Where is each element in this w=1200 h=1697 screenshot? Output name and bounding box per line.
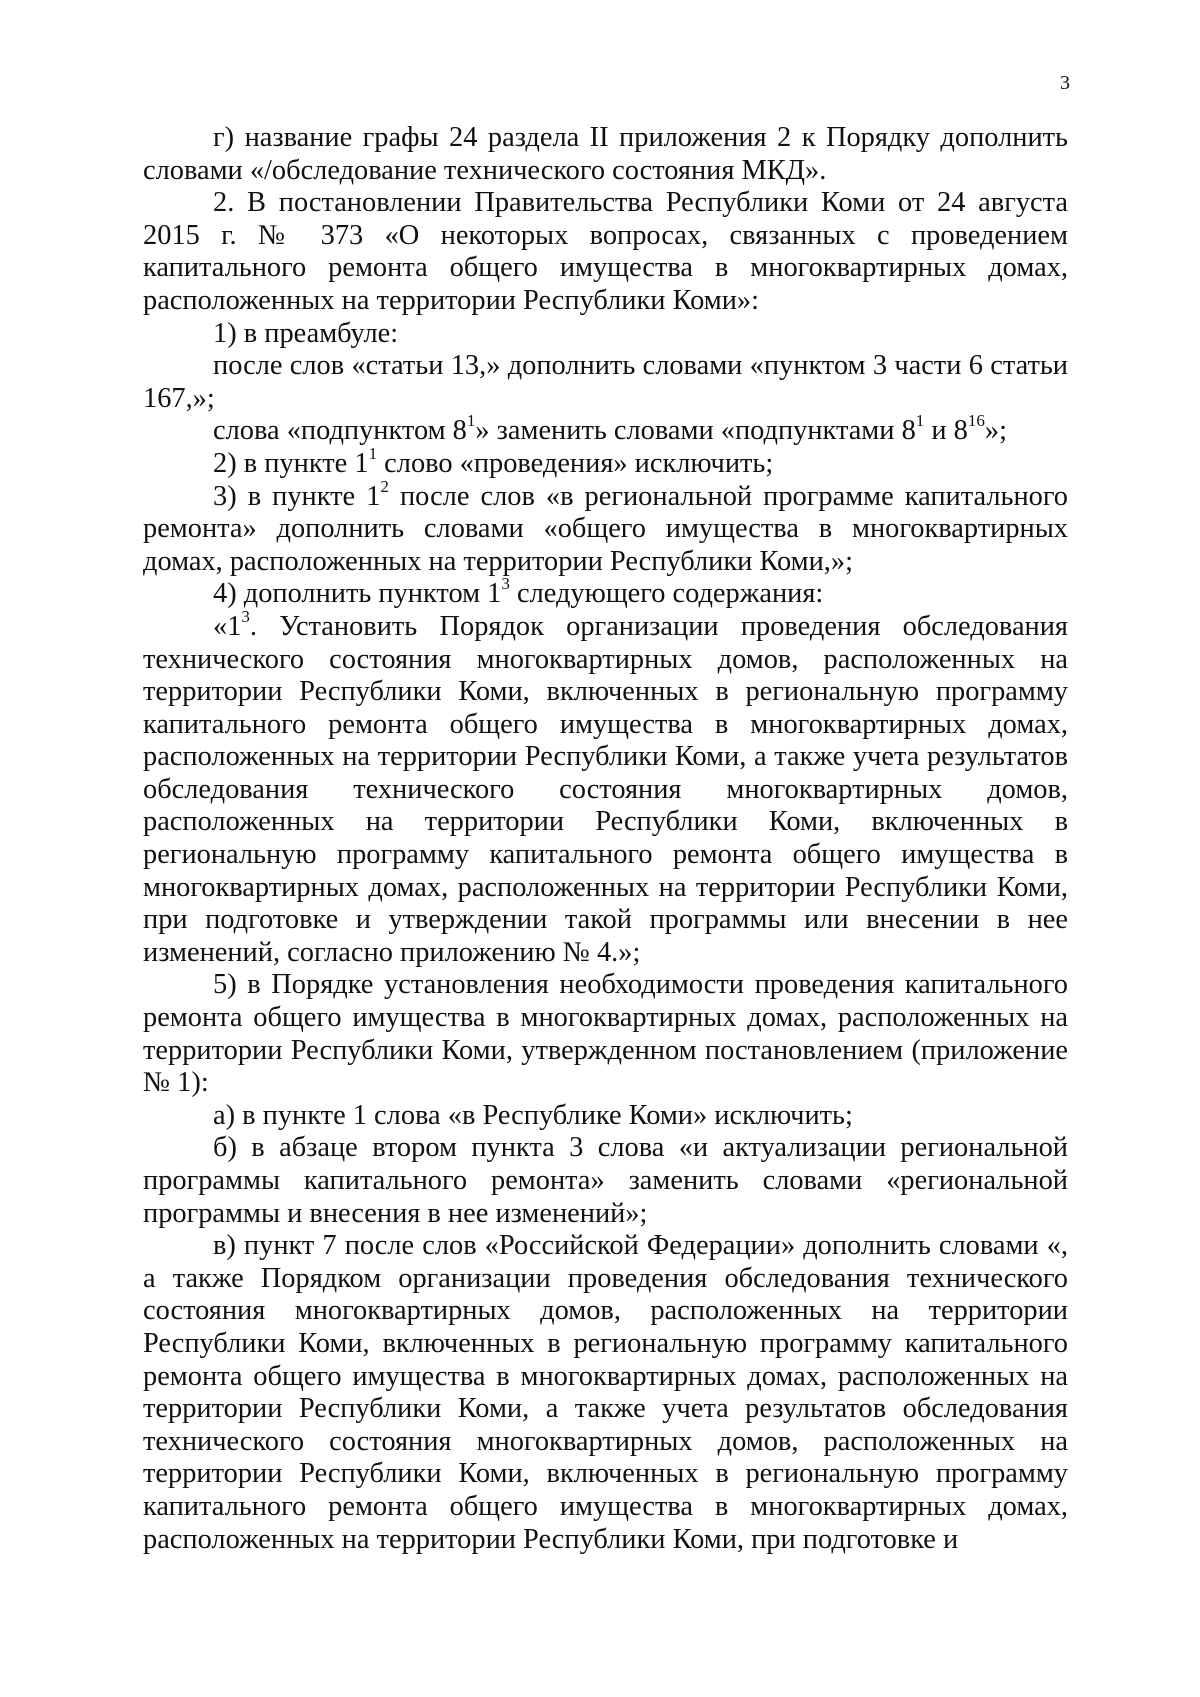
paragraph-subpoint-2: 2) в пункте $1^1$ слово «проведения» исключить; bbox=[213, 444, 774, 479]
paragraph-subpoint-1: 1) в преамбуле: bbox=[213, 317, 399, 349]
paragraph-point-2: 2. В постановлении Правительства Республики Коми от 24 августа 2015 г. № 373 «О некоторых вопросах, связанных с проведением капитального ремонта общего имущества в многоквартирных домах, расположенных на территории Республики Коми»: bbox=[143, 187, 1068, 316]
paragraph-item-g: г) название графы 24 раздела II приложения 2 к Порядку дополнить словами «/обследование технического состояния МКД». bbox=[143, 122, 1068, 186]
paragraph-preamble-addition: после слов «статьи 13,» дополнить словами «пунктом 3 части 6 статьи 167,»; bbox=[143, 350, 1068, 414]
document-body bbox=[143, 122, 1068, 1556]
paragraph-subpoint-3: 3) в пункте $1^2$ после слов «в региональной программе капитального ремонта» дополнить словами «общего имущества в многоквартирных домах, расположенных на территории Республики Коми,»; bbox=[143, 476, 1068, 577]
superscript: 3 bbox=[241, 607, 250, 627]
superscript: 16 bbox=[967, 411, 985, 431]
paragraph-item-b: б) в абзаце втором пункта 3 слова «и актуализации региональной программы капитального ремонта» заменить словами «региональной программы и внесения в нее изменений»; bbox=[143, 1132, 1068, 1229]
page-number: 3 bbox=[1060, 72, 1070, 94]
paragraph-subpoint-5: 5) в Порядке установления необходимости проведения капитального ремонта общего имущества в многоквартирных домах, расположенных на территории Республики Коми, утвержденном постановлением (приложение № 1): bbox=[143, 969, 1068, 1099]
superscript: 2 bbox=[380, 476, 389, 496]
superscript: 1 bbox=[466, 411, 476, 431]
paragraph-item-a: а) в пункте 1 слова «в Республике Коми» исключить; bbox=[213, 1099, 853, 1131]
paragraph-new-point-1-3: «$1^3$. Установить Порядок организации проведения обследования технического состояния многоквартирных домов, расположенных на территории Республики Коми, включенных в региональную программу капитального ремонта общего имущества в многоквартирных домах, расположенных на территории Республики Коми, а также учета результатов обследования технического состояния многоквартирных домов, расположенных на территории Республики Коми, включенных в региональную программу капитального ремонта общего имущества в многоквартирных домах, расположенных на территории Республики Коми, при подготовке и утверждении такой программы или внесении в нее изменений, согласно приложению № 4.»; bbox=[143, 607, 1068, 968]
superscript: 1 bbox=[368, 444, 378, 464]
paragraph-item-v: в) пункт 7 после слов «Российской Федерации» дополнить словами «, а также Порядком организации проведения обследования технического состояния многоквартирных домов, расположенных на территории Республики Коми, включенных в региональную программу капитального ремонта общего имущества в многоквартирных домах, расположенных на территории Республики Коми, а также учета результатов обследования технического состояния многоквартирных домов, расположенных на территории Республики Коми, включенных в региональную программу капитального ремонта общего имущества в многоквартирных домах, расположенных на территории Республики Коми, при подготовке и bbox=[143, 1230, 1068, 1555]
paragraph-subpoint-4: 4) дополнить пунктом $1^3$ следующего содержания: bbox=[213, 574, 824, 610]
paragraph-preamble-replacement: слова «подпунктом $8^1$» заменить словами «подпунктами $8^1$ и $8^{16}$»; bbox=[213, 411, 1007, 447]
superscript: 3 bbox=[501, 574, 510, 594]
superscript: 1 bbox=[915, 411, 925, 431]
